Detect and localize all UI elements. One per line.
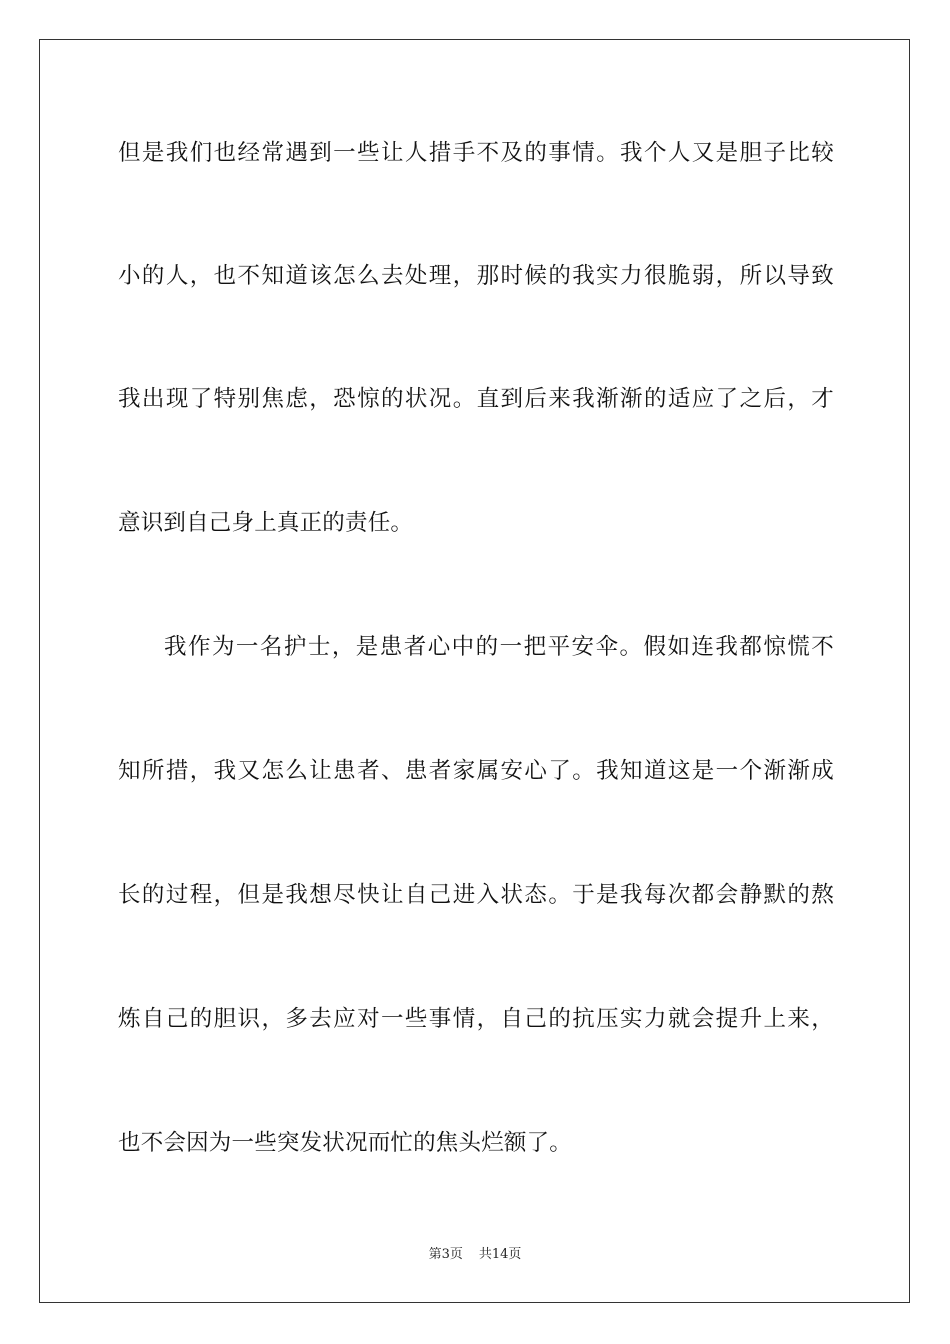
paragraph-line: 知所措，我又怎么让患者、患者家属安心了。我知道这是一个渐渐成 xyxy=(118,758,834,784)
total-pages: 共14页 xyxy=(478,1247,522,1262)
paragraph-line: 炼自己的胆识，多去应对一些事情，自己的抗压实力就会提升上来， xyxy=(118,1006,834,1032)
page-footer xyxy=(0,1246,950,1264)
paragraph-line: 长的过程，但是我想尽快让自己进入状态。于是我每次都会静默的熬 xyxy=(118,882,834,908)
paragraph-line: 我作为一名护士，是患者心中的一把平安伞。假如连我都惊慌不 xyxy=(164,634,834,660)
paragraph-line: 意识到自己身上真正的责任。 xyxy=(118,510,414,536)
paragraph-line: 但是我们也经常遇到一些让人措手不及的事情。我个人又是胆子比较 xyxy=(118,140,834,166)
paragraph-line: 我出现了特别焦虑，恐惊的状况。直到后来我渐渐的适应了之后，才 xyxy=(118,386,834,412)
paragraph-line: 小的人，也不知道该怎么去处理，那时候的我实力很脆弱，所以导致 xyxy=(118,263,834,289)
paragraph-line: 也不会因为一些突发状况而忙的焦头烂额了。 xyxy=(118,1130,573,1156)
current-page-number: 第3页 xyxy=(428,1247,463,1262)
page-border xyxy=(39,39,910,1303)
